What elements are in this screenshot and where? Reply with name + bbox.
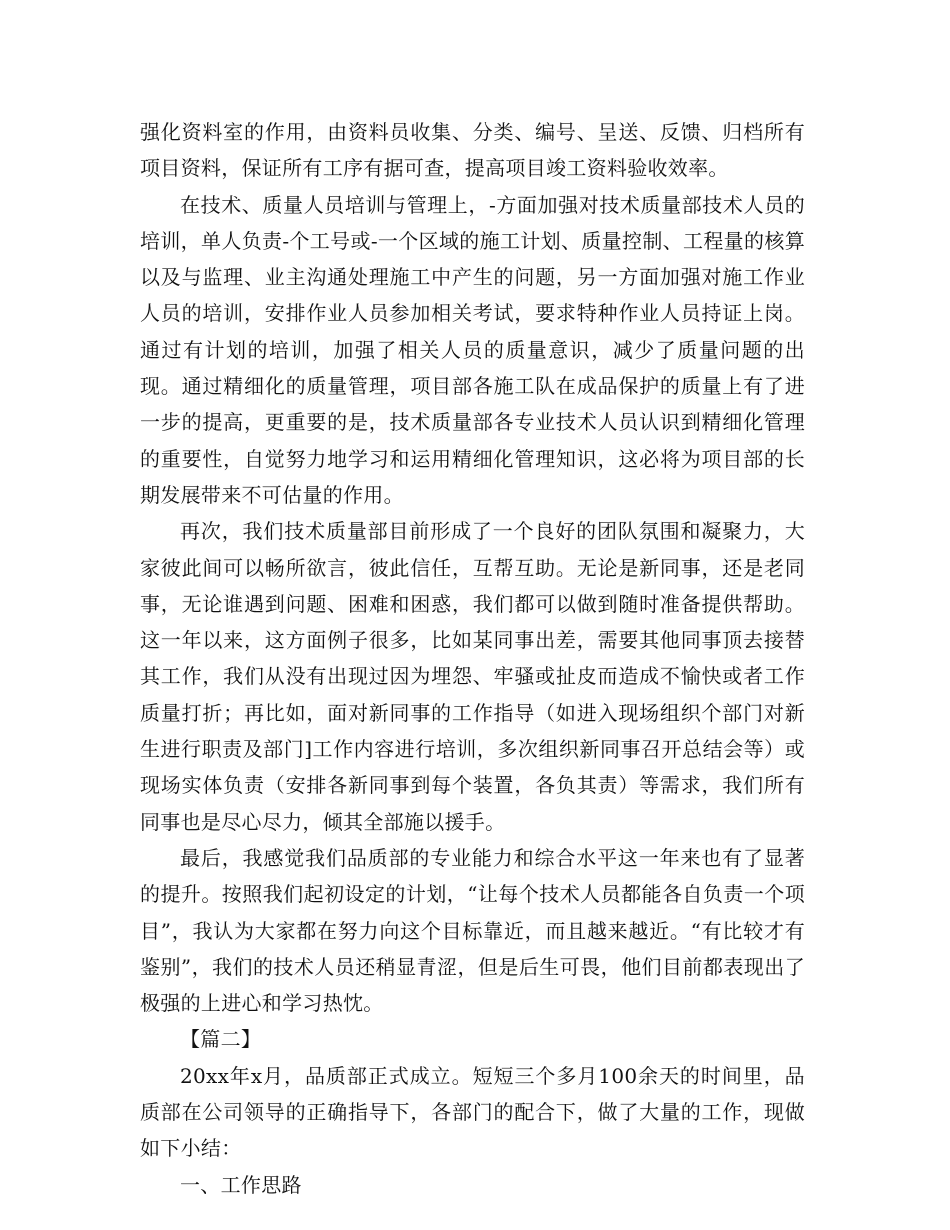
- document-body: [140, 114, 805, 1203]
- paragraph-department-founded: 20xx年x月，品质部正式成立。短短三个多月100余天的时间里，品质部在公司领导的正确指导下，各部门的配合下，做了大量的工作，现做如下小结：: [140, 1063, 805, 1161]
- paragraph-team-atmosphere: 再次，我们技术质量部目前形成了一个良好的团队氛围和凝聚力，大家彼此间可以畅所欲言，彼此信任，互帮互助。无论是新同事，还是老同事，无论谁遇到问题、困难和困惑，我们都可以做到随时准备提供帮助。这一年以来，这方面例子很多，比如某同事出差，需要其他同事顶去接替其工作，我们从没有出现过因为埋怨、牢骚或扯皮而造成不愉快或者工作质量打折；再比如，面对新同事的工作指导（如进入现场组织个部门对新生进行职责及部门]工作内容进行培训，多次组织新同事召开总结会等）或现场实体负责（安排各新同事到每个装置，各负其责）等需求，我们所有同事也是尽心尽力，倾其全部施以援手。: [140, 519, 805, 834]
- paragraph-professional-improvement: 最后，我感觉我们品质部的专业能力和综合水平这一年来也有了显著的提升。按照我们起初设定的计划，“让每个技术人员都能各自负责一个项目”，我认为大家都在努力向这个目标靠近，而且越来越近。“有比较才有鉴别”，我们的技术人员还稍显青涩，但是后生可畏，他们目前都表现出了极强的上进心和学习热忱。: [140, 845, 805, 1016]
- section-heading-part-two: 【篇二】: [180, 1027, 262, 1052]
- subheading-work-approach: 一、工作思路: [180, 1172, 302, 1197]
- paragraph-archive-role: 强化资料室的作用，由资料员收集、分类、编号、呈送、反馈、归档所有项目资料，保证所有工序有据可查，提高项目竣工资料验收效率。: [140, 120, 805, 181]
- paragraph-training-management: 在技术、质量人员培训与管理上，-方面加强对技术质量部技术人员的培训，单人负责-个工号或-一个区域的施工计划、质量控制、工程量的核算以及与监理、业主沟通处理施工中产生的问题，另一方面加强对施工作业人员的培训，安排作业人员参加相关考试，要求特种作业人员持证上岗。通过有计划的培训，加强了相关人员的质量意识，减少了质量问题的出现。通过精细化的质量管理，项目部各施工队在成品保护的质量上有了进一步的提高，更重要的是，技术质量部各专业技术人员认识到精细化管理的重要性，自觉努力地学习和运用精细化管理知识，这必将为项目部的长期发展带来不可估量的作用。: [140, 192, 805, 507]
